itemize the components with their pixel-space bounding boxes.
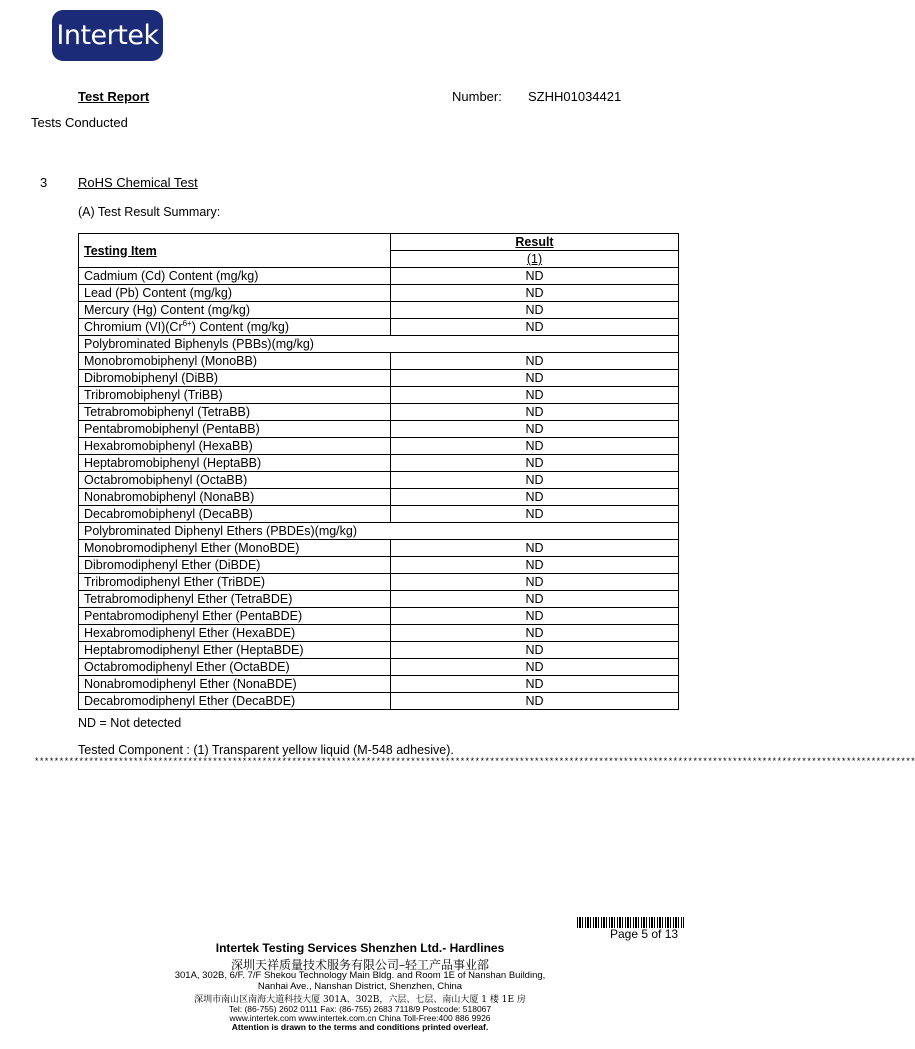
result-value: ND xyxy=(391,574,679,591)
section-title: RoHS Chemical Test xyxy=(78,175,198,190)
table-group-row xyxy=(79,336,679,353)
table-row xyxy=(79,693,679,710)
testing-item: Hexabromobiphenyl (HexaBB) xyxy=(79,438,391,455)
table-row xyxy=(79,268,679,285)
section-subtitle: (A) Test Result Summary: xyxy=(78,205,221,219)
table-row xyxy=(79,489,679,506)
header-result: Result xyxy=(391,234,679,251)
superscript: 6+ xyxy=(182,318,192,328)
footer-contact: Tel: (86-755) 2602 0111 Fax: (86-755) 2683 7118/9 Postcode: 518067 xyxy=(228,1004,492,1014)
testing-item: Mercury (Hg) Content (mg/kg) xyxy=(79,302,391,319)
table-row xyxy=(79,591,679,608)
header-result-sub: (1) xyxy=(391,251,679,268)
table-group-row xyxy=(79,523,679,540)
result-value: ND xyxy=(391,319,679,336)
header-testing-item: Testing Item xyxy=(79,234,391,268)
component-note: Tested Component : (1) Transparent yellow liquid (M-548 adhesive). xyxy=(78,743,454,757)
result-value: ND xyxy=(391,608,679,625)
testing-item-suffix: ) Content (mg/kg) xyxy=(191,320,289,334)
result-value: ND xyxy=(391,557,679,574)
table-row xyxy=(79,557,679,574)
table-row xyxy=(79,472,679,489)
footer-company-cn: 深圳天祥质量技术服务有限公司–轻工产品事业部 xyxy=(230,958,489,972)
testing-item: Tribromodiphenyl Ether (TriBDE) xyxy=(79,574,391,591)
report-title: Test Report xyxy=(78,89,150,104)
table-row xyxy=(79,676,679,693)
report-number: SZHH01034421 xyxy=(528,89,622,104)
footer-address-2: Nanhai Ave., Nanshan District, Shenzhen, China xyxy=(257,981,463,992)
result-value: ND xyxy=(391,455,679,472)
result-value: ND xyxy=(391,370,679,387)
result-value: ND xyxy=(391,421,679,438)
table-header-row xyxy=(79,234,679,251)
result-value: ND xyxy=(391,268,679,285)
footer-company: Intertek Testing Services Shenzhen Ltd.- Hardlines xyxy=(215,941,505,955)
result-value: ND xyxy=(391,625,679,642)
table-row xyxy=(79,387,679,404)
footer-address-1: 301A, 302B, 6/F. 7/F Shekou Technology Main Bldg. and Room 1E of Nanshan Building, xyxy=(174,970,546,981)
table-row xyxy=(79,455,679,472)
result-value: ND xyxy=(391,506,679,523)
testing-item: Tribromobiphenyl (TriBB) xyxy=(79,387,391,404)
result-value: ND xyxy=(391,591,679,608)
group-label: Polybrominated Biphenyls (PBBs)(mg/kg) xyxy=(79,336,679,353)
page-number: Page 5 of 13 xyxy=(610,927,679,941)
number-label: Number: xyxy=(452,89,502,104)
testing-item: Nonabromobiphenyl (NonaBB) xyxy=(79,489,391,506)
testing-item: Pentabromodiphenyl Ether (PentaBDE) xyxy=(79,608,391,625)
testing-item: Octabromodiphenyl Ether (OctaBDE) xyxy=(79,659,391,676)
intertek-logo xyxy=(52,10,163,61)
footer-attention: Attention is drawn to the terms and conditions printed overleaf. xyxy=(231,1022,489,1032)
table-row xyxy=(79,625,679,642)
result-value: ND xyxy=(391,285,679,302)
table-row xyxy=(79,421,679,438)
testing-item: Decabromodiphenyl Ether (DecaBDE) xyxy=(79,693,391,710)
testing-item: Tetrabromodiphenyl Ether (TetraBDE) xyxy=(79,591,391,608)
testing-item: Heptabromobiphenyl (HeptaBB) xyxy=(79,455,391,472)
result-value: ND xyxy=(391,642,679,659)
table-row xyxy=(79,506,679,523)
testing-item: Monobromodiphenyl Ether (MonoBDE) xyxy=(79,540,391,557)
testing-item: Cadmium (Cd) Content (mg/kg) xyxy=(79,268,391,285)
result-value: ND xyxy=(391,659,679,676)
table-row xyxy=(79,302,679,319)
result-value: ND xyxy=(391,693,679,710)
separator-line: ********************************************************************************************************************************************************************************** xyxy=(34,757,915,767)
result-value: ND xyxy=(391,353,679,370)
testing-item: Tetrabromobiphenyl (TetraBB) xyxy=(79,404,391,421)
table-row xyxy=(79,353,679,370)
section-label: Tests Conducted xyxy=(31,115,128,130)
table-row xyxy=(79,404,679,421)
table-row xyxy=(79,659,679,676)
result-value: ND xyxy=(391,676,679,693)
testing-item: Dibromobiphenyl (DiBB) xyxy=(79,370,391,387)
table-row xyxy=(79,642,679,659)
testing-item: Pentabromobiphenyl (PentaBB) xyxy=(79,421,391,438)
testing-item: Monobromobiphenyl (MonoBB) xyxy=(79,353,391,370)
testing-item: Heptabromodiphenyl Ether (HeptaBDE) xyxy=(79,642,391,659)
testing-item: Lead (Pb) Content (mg/kg) xyxy=(79,285,391,302)
result-value: ND xyxy=(391,472,679,489)
result-value: ND xyxy=(391,404,679,421)
table-row xyxy=(79,370,679,387)
footer-web: www.intertek.com www.intertek.com.cn China Toll-Free:400 886 9926 xyxy=(229,1013,491,1023)
result-value: ND xyxy=(391,489,679,506)
table-row xyxy=(79,540,679,557)
result-table xyxy=(78,233,679,710)
result-value: ND xyxy=(391,387,679,404)
testing-item-text: Chromium (VI)(Cr xyxy=(84,320,183,334)
table-row xyxy=(79,608,679,625)
testing-item: Nonabromodiphenyl Ether (NonaBDE) xyxy=(79,676,391,693)
table-row xyxy=(79,574,679,591)
testing-item: Dibromodiphenyl Ether (DiBDE) xyxy=(79,557,391,574)
testing-item: Decabromobiphenyl (DecaBB) xyxy=(79,506,391,523)
table-row xyxy=(79,319,679,336)
result-value: ND xyxy=(391,540,679,557)
group-label: Polybrominated Diphenyl Ethers (PBDEs)(mg/kg) xyxy=(79,523,679,540)
testing-item: Hexabromodiphenyl Ether (HexaBDE) xyxy=(79,625,391,642)
result-value: ND xyxy=(391,438,679,455)
table-row xyxy=(79,438,679,455)
nd-note: ND = Not detected xyxy=(78,716,182,730)
table-row xyxy=(79,285,679,302)
section-number: 3 xyxy=(40,175,48,190)
testing-item xyxy=(79,319,391,336)
logo-text: Intertek xyxy=(56,20,159,51)
footer-address-cn: 深圳市南山区南海大道科技大厦 301A、302B，六层、七层、南山大厦 1 楼 1E 房 xyxy=(194,995,526,1005)
testing-item: Octabromobiphenyl (OctaBB) xyxy=(79,472,391,489)
result-value: ND xyxy=(391,302,679,319)
